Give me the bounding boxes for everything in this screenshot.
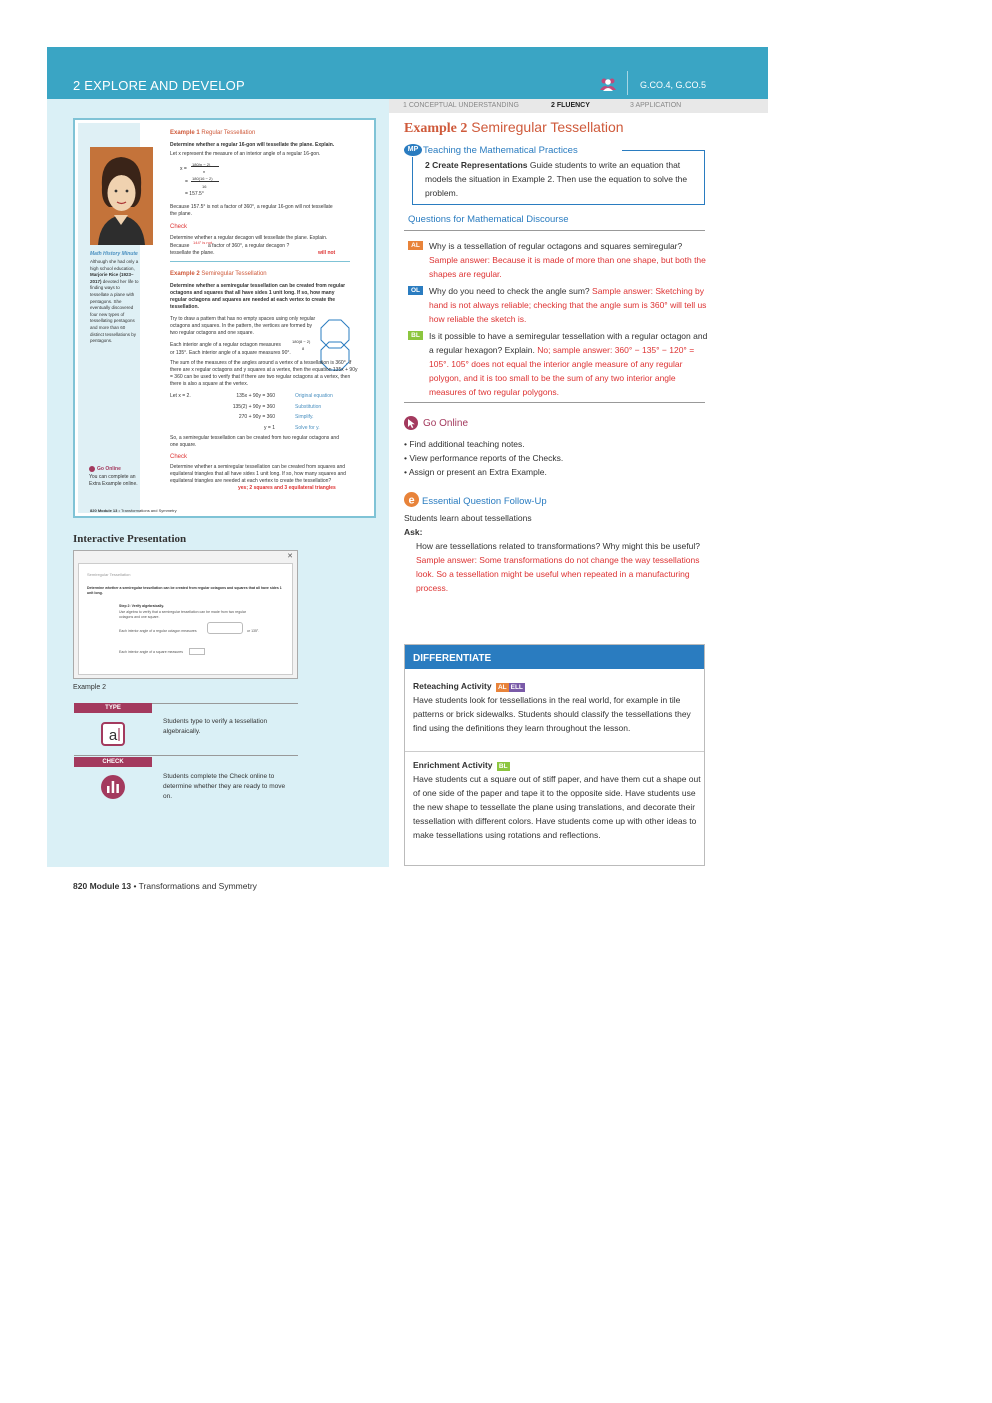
- divider: [170, 261, 350, 262]
- divider: [404, 230, 705, 231]
- discourse-question: BL Is it possible to have a semiregular tessellation with a regular octagon and a regular hexagon? Explain. No; sample answer: 360° − 135° − 120° = 105°. 105° does not equal the interior angle measure of any regular polygon, and it is too small to be the sum of any two interior angle measures of two regular polygons.: [408, 329, 708, 399]
- group-icon: [599, 77, 617, 91]
- list-item: • Find additional teaching notes.: [404, 439, 525, 449]
- tab-conceptual[interactable]: 1 CONCEPTUAL UNDERSTANDING: [403, 102, 519, 109]
- portrait-image: [90, 147, 153, 245]
- go-online-text: You can complete an Extra Example online.: [89, 474, 138, 487]
- cursor-icon: [89, 466, 95, 472]
- go-online-heading: Go Online: [423, 418, 469, 429]
- sidebar-text: Although she had only a high school education, Marjorie Rice (1923–2017) devoted her life to finding ways to tessellate a plane with pentagons. She eventually discovered four new types of tessellating pentagons and more than 60 distinct tessellations by pentagons.: [90, 259, 139, 344]
- al-badge: AL: [497, 684, 507, 691]
- check-description: Students complete the Check online to determine whether they are ready to move on.: [163, 773, 286, 800]
- page-footer: 820 Module 13 • Transformations and Symmetry: [73, 881, 257, 891]
- book-footer: 820 Module 13 • Transformations and Symmetry: [90, 508, 177, 513]
- keyboard-a-icon: [101, 722, 125, 746]
- check1-label: Check: [170, 224, 188, 230]
- section-title: 2 EXPLORE AND DEVELOP: [73, 78, 245, 93]
- ex2-each: Each interior angle of a regular octagon measures: [170, 342, 281, 348]
- differentiate-box: [404, 644, 705, 866]
- bl-badge: BL: [498, 763, 508, 770]
- ex1-eq1-num: 180(n − 2): [192, 162, 211, 167]
- example-title: Example 2 Semiregular Tessellation: [404, 119, 624, 136]
- essential-question-heading: Essential Question Follow-Up: [422, 496, 547, 507]
- check1-because: Because: [170, 243, 190, 249]
- al-badge: AL: [408, 241, 423, 250]
- answer-input[interactable]: [189, 648, 205, 655]
- lesson-tabs: [389, 99, 768, 113]
- step-eq-2: 135(2) + 90y = 360: [232, 404, 275, 410]
- discourse-heading: Questions for Mathematical Discourse: [408, 214, 569, 225]
- ex2-frac-num: 180(8 − 2): [292, 339, 311, 344]
- essential-question-body: Students learn about tessellations Ask: How are tessellations related to transformations? Why might this be useful? Sample answer: Some transformations do not change the way tessellations look. So a tessellation might be useful when repeated in a manufacturing process.: [404, 513, 700, 593]
- ex1-eq2-num: 180(16 − 2): [192, 176, 213, 181]
- step-eq-4: y = 1: [264, 425, 275, 431]
- type-pill: TYPE: [74, 703, 152, 713]
- screen-square: Each interior angle of a square measures: [119, 650, 184, 654]
- bar-chart-icon: [101, 775, 125, 799]
- ex1-let: Let x represent the measure of an interior angle of a regular 16-gon.: [170, 151, 321, 157]
- interactive-heading: Interactive Presentation: [73, 533, 187, 545]
- check2-text: Determine whether a semiregular tessellation can be created from squares and equilateral triangles that all have sides 1 unit long. If so, how many squares and equilateral triangles are needed at each vertex to create the tessellation?: [170, 464, 346, 484]
- cursor-icon: [404, 416, 418, 430]
- ex1-eq1-lhs: x =: [180, 166, 187, 172]
- step-eq-1: 135x + 90y = 360: [236, 393, 275, 399]
- ex2-heading: Example 2 Semiregular Tessellation: [170, 271, 267, 277]
- ex1-eq3: = 157.5°: [185, 191, 204, 197]
- header-divider: [627, 71, 628, 95]
- mp-title: Teaching the Mathematical Practices: [423, 145, 578, 156]
- ex1-because: Because 157.5° is not a factor of 360°, a regular 16-gon will not tessellate the plane.: [170, 204, 333, 217]
- ex2-each2: or 135°. Each interior angle of a square measures 90°.: [170, 350, 291, 356]
- step-eq-3: 270 + 90y = 360: [238, 414, 275, 420]
- go-online-list: [404, 437, 563, 479]
- equals-sign: =: [185, 179, 188, 185]
- interactive-screenshot: [73, 550, 298, 679]
- screen-each2: or 135°.: [247, 629, 260, 633]
- standards-label: G.CO.4, G.CO.5: [640, 80, 707, 90]
- ell-badge: ELL: [510, 684, 523, 691]
- check1-answer: will not: [318, 250, 336, 256]
- mp-body: 2 Create Representations Guide students to write an equation that models the situation in Example 2. Then use the equation to solve the problem.: [412, 150, 705, 205]
- check1-text: Determine whether a regular decagon will tessellate the plane. Explain.: [170, 235, 328, 241]
- svg-text:a: a: [108, 727, 118, 744]
- go-online-title: Go Online: [97, 466, 121, 472]
- mathematical-practices-box: [404, 144, 705, 204]
- screen-title: Semiregular Tessellation: [87, 572, 131, 577]
- fraction-bar: [191, 181, 219, 182]
- ex1-heading: Example 1 Regular Tessellation: [170, 130, 256, 136]
- bl-badge: BL: [408, 331, 423, 340]
- ex1-eq2-den: 16: [202, 184, 207, 189]
- list-item: • View performance reports of the Checks.: [404, 453, 564, 463]
- screen-each: Each interior angle of a regular octagon measures: [119, 629, 197, 633]
- ex1-prompt: Determine whether a regular 16-gon will tessellate the plane. Explain.: [170, 142, 335, 148]
- check1-rest: a factor of 360°, a regular decagon ?: [208, 243, 290, 249]
- svg-text:e: e: [408, 494, 415, 507]
- tab-application[interactable]: 3 APPLICATION: [630, 102, 682, 109]
- divider: [405, 751, 704, 752]
- list-item: • Assign or present an Extra Example.: [404, 467, 547, 477]
- ex2-so: So, a semiregular tessellation can be created from two regular octagons and one square.: [170, 435, 339, 448]
- discourse-question: OL Why do you need to check the angle sum? Sample answer: Sketching by hand is not always reliable; checking that the angle sum is 360° will tell us how reliable the sketch is.: [408, 284, 708, 326]
- essential-question-icon: [404, 492, 419, 507]
- enrichment-activity: Enrichment Activity BL Have students cut a square out of stiff paper, and have them cut a shape out of one side of the paper and tape it to the opposite side. Have students use the new shape to tessellate the plane using translations, and decorate their tessellation with different colors. Have students come up with other ideas to make tessellations using rotations and reflections.: [413, 760, 701, 840]
- tab-fluency[interactable]: 2 FLUENCY: [551, 102, 590, 109]
- ex2-frac-den: 8: [302, 346, 305, 351]
- check2-label: Check: [170, 454, 188, 460]
- student-page-preview: [73, 118, 376, 518]
- step-reason-1: Original equation: [295, 393, 333, 399]
- screen-step: Step 2: Verify algebraically.: [119, 604, 165, 608]
- ex2-try: Try to draw a pattern that has no empty spaces using only regular octagons and squares. In the pattern, the vertices are formed by two regular octagons and one square.: [170, 316, 316, 336]
- screen-step-text: Use algebra to verify that a semiregular tessellation can be made from two regular octagons and one square.: [119, 610, 247, 619]
- ex2-prompt: Determine whether a semiregular tessellation can be created from regular octagons and squares that all have sides 1 unit long. If so, how many regular octagons and squares are needed at each vertex to create the tessellation.: [170, 283, 346, 310]
- ol-badge: OL: [408, 286, 423, 295]
- close-icon[interactable]: ✕: [287, 553, 293, 560]
- ex2-sum: The sum of the measures of the angles around a vertex of a tessellation is 360°. If there are x regular octagons and y squares at a vertex, then the equation 135x + 90y = 360 can be used to verify that if there are two regular octagons at a vertex, then there is also a square at the vertex.: [170, 360, 358, 387]
- mp-badge-icon: MP: [404, 144, 422, 156]
- differentiate-heading: DIFFERENTIATE: [405, 645, 704, 669]
- answer-input[interactable]: [207, 622, 243, 634]
- interactive-caption: Example 2: [73, 684, 107, 691]
- step-reason-2: Substitution: [295, 404, 322, 410]
- let-x: Let x = 2.: [170, 393, 191, 399]
- divider: [74, 755, 298, 756]
- divider: [152, 703, 298, 704]
- discourse-question: AL Why is a tessellation of regular octagons and squares semiregular? Sample answer: Because it is made of more than one shape, but both the shapes are regular.: [408, 239, 708, 281]
- screen-prompt: Determine whether a semiregular tessellation can be created from regular octagons and squares that all have sides 1 unit long.: [87, 586, 282, 595]
- sidebar-title: Math History Minute: [90, 251, 138, 257]
- type-description: Students type to verify a tessellation algebraically.: [163, 718, 268, 735]
- step-reason-3: Simplify.: [295, 414, 314, 420]
- check1-blank: 144° is not: [193, 240, 212, 245]
- divider: [404, 402, 705, 403]
- section-header: [47, 47, 768, 99]
- fraction-bar: [191, 166, 219, 167]
- mp-rule: [622, 150, 705, 151]
- check-pill: CHECK: [74, 757, 152, 767]
- check1-end: tessellate the plane.: [170, 250, 215, 256]
- ex1-eq1-den: n: [203, 169, 206, 174]
- interactive-screen: [78, 563, 293, 675]
- reteaching-activity: Reteaching Activity AL ELL Have students look for tessellations in the real world, for example in tile patterns or brick sidewalks. Students should classify the tessellations they find using the definitions they learn throughout the lesson.: [413, 681, 691, 733]
- check2-answer: yes; 2 squares and 3 equilateral triangles: [238, 485, 336, 491]
- step-reason-4: Solve for y.: [295, 425, 320, 431]
